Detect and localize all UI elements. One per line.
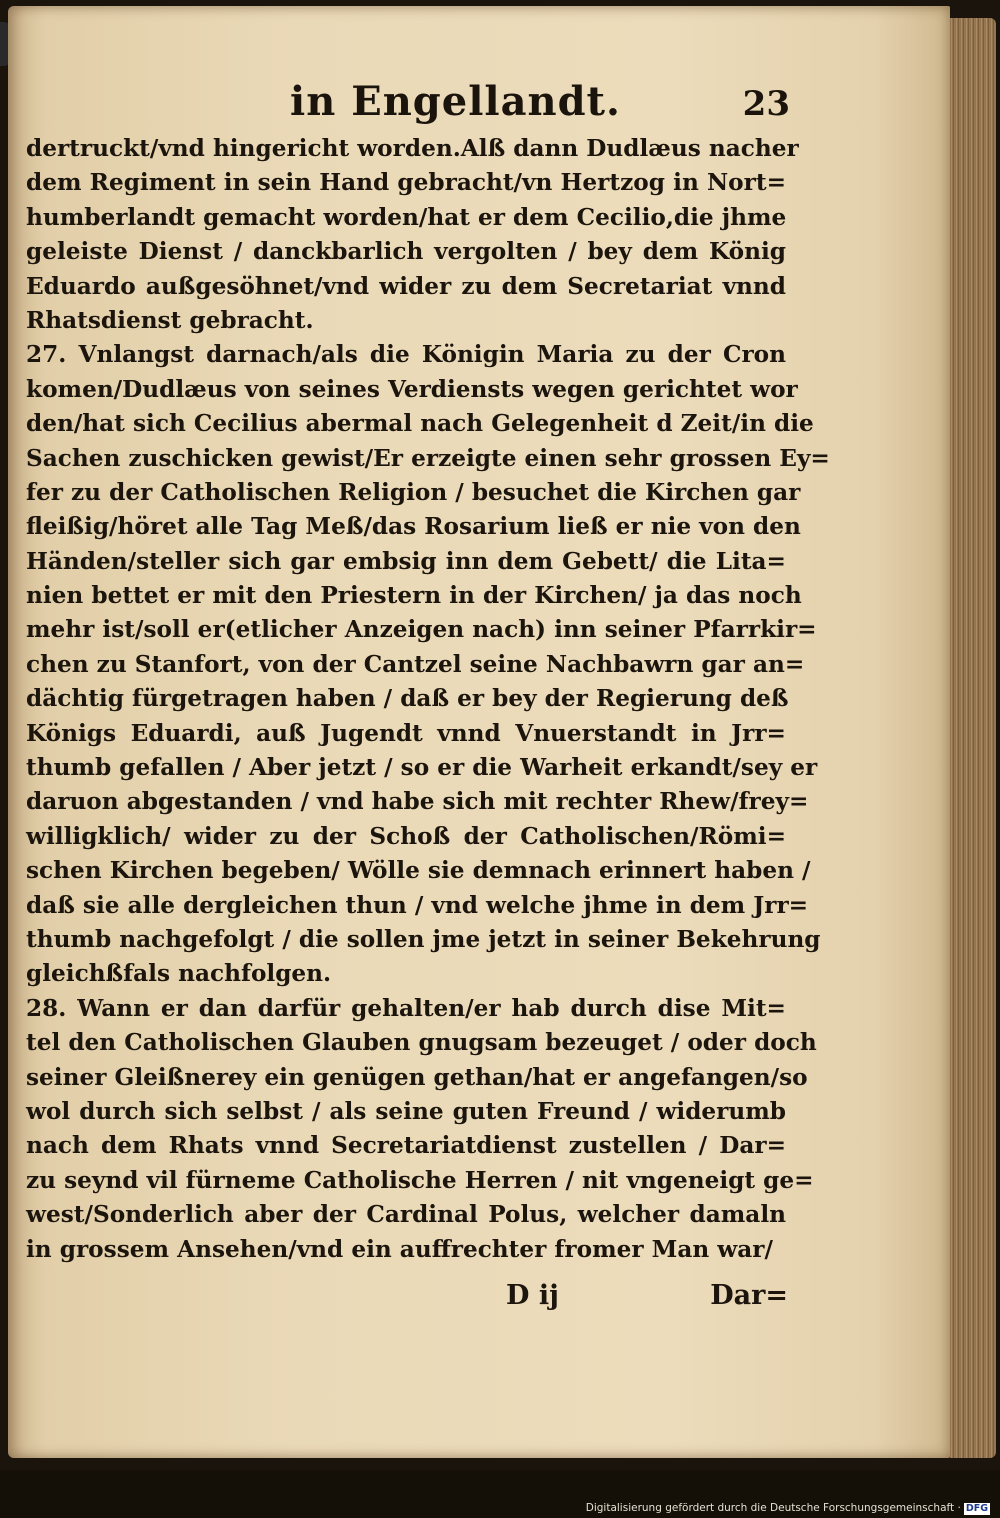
text-line: Königs Eduardi, auß Jugendt vnnd Vnuerstandt in Jrr= [26, 719, 786, 747]
text-line: daruon abgestanden / vnd habe sich mit rechter Rhew/frey= [26, 788, 809, 816]
text-line: geleiste Dienst / danckbarlich vergolten / bey dem König [26, 238, 786, 266]
text-line: tel den Catholischen Glauben gnugsam bezeuget / oder doch [26, 1029, 817, 1057]
text-line: west/Sonderlich aber der Cardinal Polus, welcher damaln [26, 1201, 786, 1229]
catchword: Dar= [710, 1280, 788, 1311]
text-line: Händen/steller sich gar embsig inn dem Gebett/ die Lita= [26, 547, 786, 575]
text-line: mehr ist/soll er(etlicher Anzeigen nach) inn seiner Pfarrkir= [26, 616, 817, 644]
body-text [26, 132, 830, 1267]
text-line: dächtig fürgetragen haben / daß er bey der Regierung deß [26, 685, 789, 713]
text-line: in grossem Ansehen/vnd ein auffrechter fromer Man war/ [26, 1235, 773, 1263]
text-line: gleichßfals nachfolgen. [26, 960, 332, 988]
text-line: nach dem Rhats vnnd Secretariatdienst zustellen / Dar= [26, 1132, 786, 1160]
text-line: daß sie alle dergleichen thun / vnd welche jhme in dem Jrr= [26, 891, 809, 919]
text-line: 28. Wann er dan darfür gehalten/er hab durch dise Mit= [26, 994, 786, 1022]
text-line: den/hat sich Cecilius abermal nach Gelegenheit d Zeit/in die [26, 410, 814, 438]
text-line: dertruckt/vnd hingericht worden.Alß dann Dudlæus nacher [26, 135, 799, 162]
text-line: thumb nachgefolgt / die sollen jme jetzt in seiner Bekehrung [26, 925, 821, 953]
text-line: dem Regiment in sein Hand gebracht/vn Hertzog in Nort= [26, 169, 786, 197]
text-line: seiner Gleißnerey ein genügen gethan/hat er angefangen/so [26, 1063, 808, 1091]
text-line: Sachen zuschicken gewist/Er erzeigte einen sehr grossen Ey= [26, 444, 830, 472]
page-header [290, 78, 790, 128]
text-line: chen zu Stanfort, von der Cantzel seine Nachbawrn gar an= [26, 650, 805, 678]
text-line: wol durch sich selbst / als seine guten Freund / widerumb [26, 1097, 786, 1125]
credit-text: Digitalisierung gefördert durch die Deutsche Forschungsgemeinschaft · [585, 1502, 961, 1514]
text-line: willigklich/ wider zu der Schoß der Catholischen/Römi= [26, 822, 786, 850]
text-line: schen Kirchen begeben/ Wölle sie demnach erinnert haben / [26, 857, 811, 885]
text-line: fer zu der Catholischen Religion / besuchet die Kirchen gar [26, 478, 801, 506]
text-line: fleißig/höret alle Tag Meß/das Rosarium ließ er nie von den [26, 513, 801, 541]
text-line: 27. Vnlangst darnach/als die Königin Maria zu der Cron [26, 341, 786, 369]
credit-bar [0, 1500, 1000, 1518]
signature-mark: D ij [506, 1280, 559, 1311]
text-line: zu seynd vil fürneme Catholische Herren / nit vngeneigt ge= [26, 1166, 814, 1194]
page-footer [506, 1280, 788, 1316]
page-number: 23 [742, 84, 790, 124]
page-edges [950, 18, 996, 1458]
running-head: in Engellandt. [290, 78, 621, 125]
text-line: Rhatsdienst gebracht. [26, 306, 314, 334]
text-line: nien bettet er mit den Priestern in der Kirchen/ ja das noch [26, 582, 802, 610]
credit-line [586, 1502, 990, 1515]
text-line: komen/Dudlæus von seines Verdiensts wegen gerichtet wor [26, 375, 798, 403]
dfg-logo: DFG [965, 1503, 988, 1514]
text-line: Eduardo außgesöhnet/vnd wider zu dem Secretariat vnnd [26, 272, 786, 300]
text-line: thumb gefallen / Aber jetzt / so er die Warheit erkandt/sey er [26, 754, 818, 782]
text-line: humberlandt gemacht worden/hat er dem Cecilio,die jhme [26, 203, 787, 231]
